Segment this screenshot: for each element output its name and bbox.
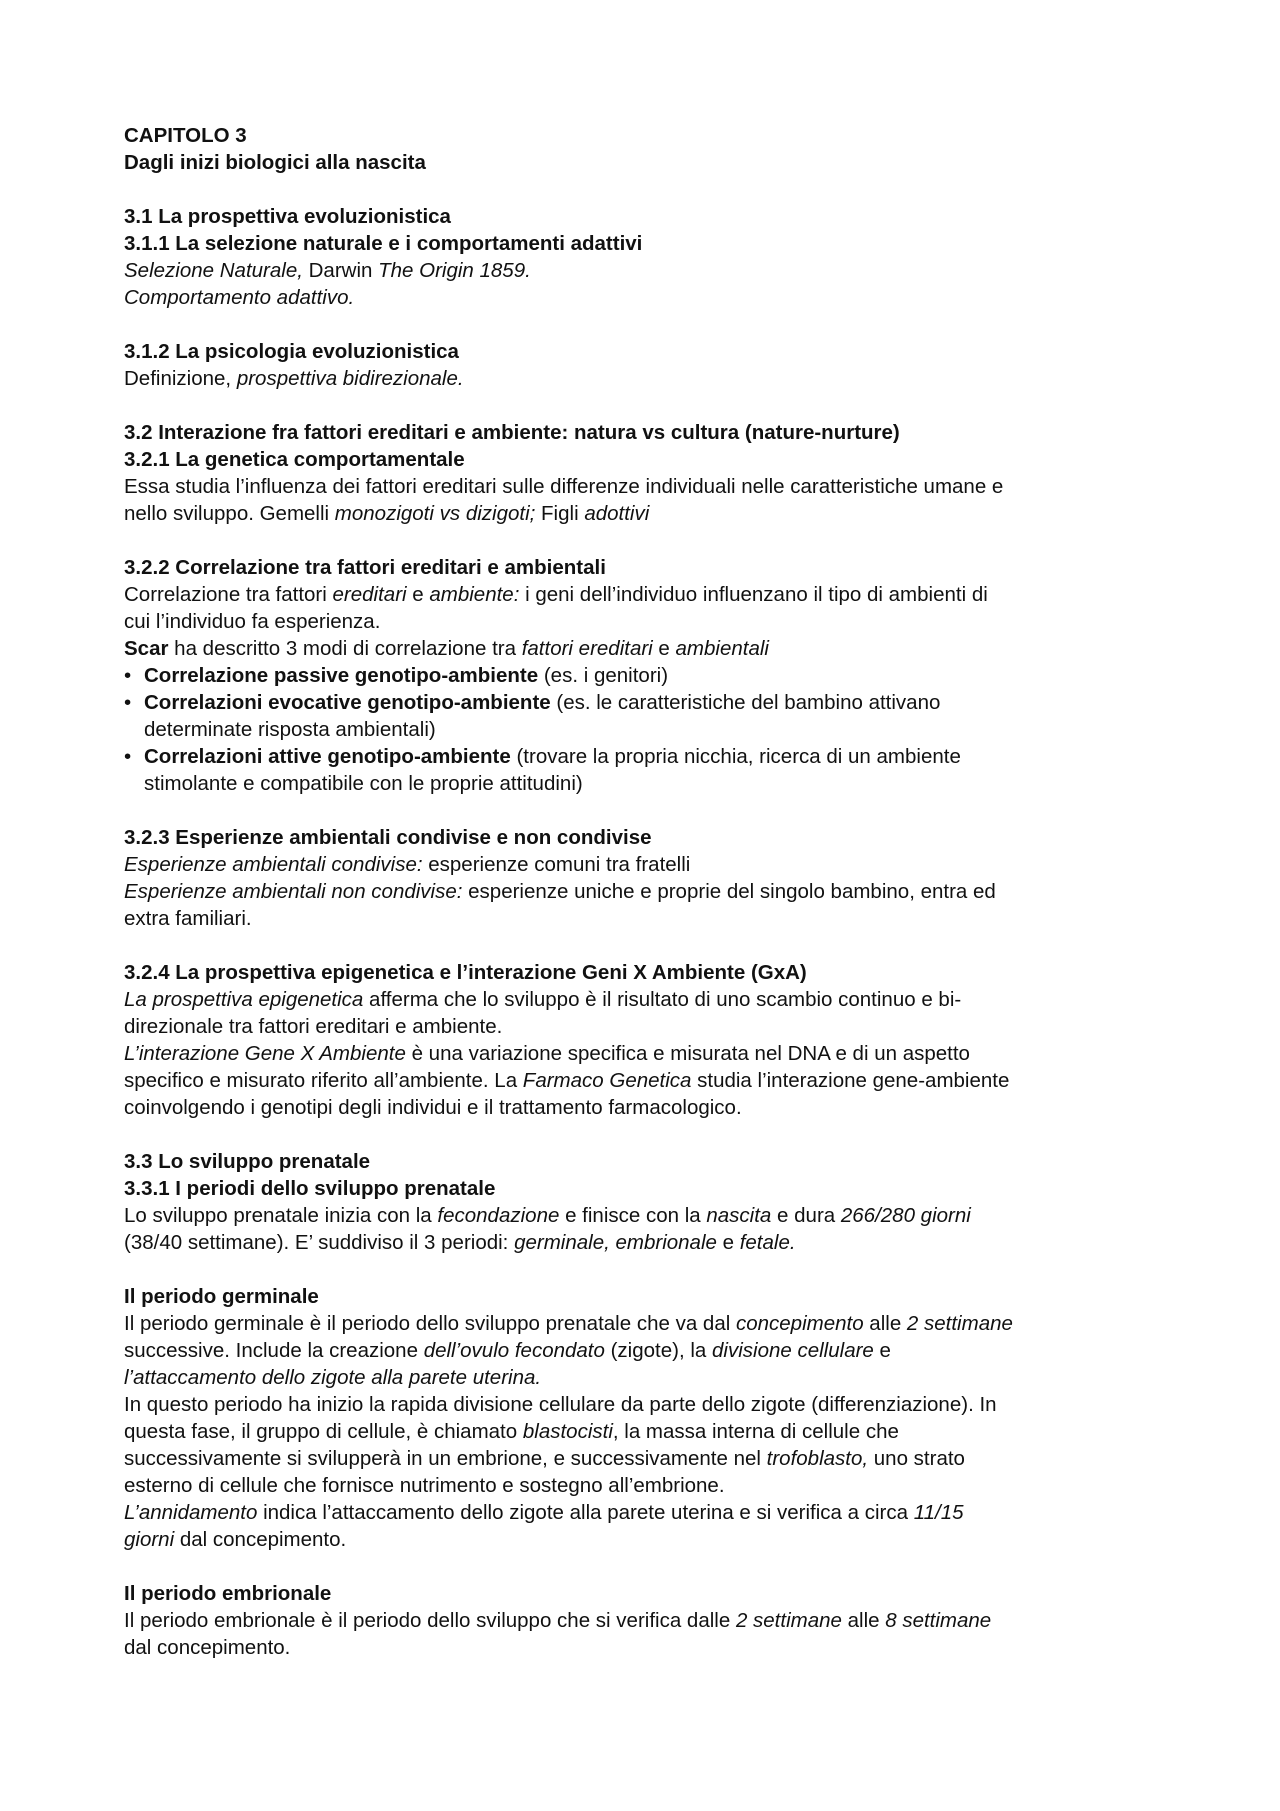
text-run: Darwin <box>302 259 379 282</box>
paragraph-line <box>124 257 1184 284</box>
section-heading-3-3-1: 3.3.1 I periodi dello sviluppo prenatale <box>124 1177 496 1200</box>
paragraph-line: In questo periodo ha inizio la rapida divisione cellulare da parte dello zigote (differenziazione). In <box>124 1393 997 1416</box>
text-run: Lo sviluppo prenatale inizia con la <box>124 1204 438 1227</box>
text-run: Il periodo germinale è il periodo dello sviluppo prenatale che va dal <box>124 1312 736 1335</box>
bullet-icon: • <box>124 745 132 768</box>
paragraph-line <box>124 1229 1184 1256</box>
text-run: L’annidamento <box>124 1501 258 1524</box>
paragraph-line <box>124 635 1184 662</box>
text-run: indica l’attaccamento dello zigote alla parete uterina e si verifica a circa <box>257 1501 914 1524</box>
list-item <box>124 689 1184 716</box>
text-run: Esperienze ambientali condivise: <box>124 853 423 876</box>
paragraph-line: l’attaccamento dello zigote alla parete uterina. <box>124 1366 542 1389</box>
text-run: alle <box>841 1609 886 1632</box>
section-heading-embrionale: Il periodo embrionale <box>124 1582 332 1605</box>
paragraph-line <box>124 1499 1184 1526</box>
text-run: Correlazione passive genotipo-ambiente <box>144 664 539 687</box>
text-run: esperienze comuni tra fratelli <box>422 853 691 876</box>
text-run: Farmaco Genetica <box>522 1069 692 1092</box>
paragraph-line <box>124 851 1184 878</box>
paragraph-line <box>124 1310 1184 1337</box>
text-run: e <box>652 637 676 660</box>
text-run: monozigoti vs dizigoti; <box>334 502 536 525</box>
list-item-continuation: determinate risposta ambientali) <box>144 718 436 741</box>
paragraph-line <box>124 365 1184 392</box>
text-run: 11/15 <box>913 1501 964 1524</box>
paragraph-line: Comportamento adattivo. <box>124 286 355 309</box>
paragraph-line <box>124 1202 1184 1229</box>
list-item <box>124 743 1184 770</box>
text-run: fecondazione <box>437 1204 560 1227</box>
text-run: 8 settimane <box>885 1609 992 1632</box>
text-run: afferma che lo sviluppo è il risultato di uno scambio continuo e bi- <box>363 988 962 1011</box>
text-run: nascita <box>706 1204 772 1227</box>
text-run: e dura <box>771 1204 841 1227</box>
text-run: La prospettiva epigenetica <box>124 988 364 1011</box>
paragraph-line <box>124 500 1184 527</box>
text-run: dal concepimento. <box>174 1528 347 1551</box>
text-run: successivamente si svilupperà in un embrione, e successivamente nel <box>124 1447 767 1470</box>
paragraph-line <box>124 1445 1184 1472</box>
paragraph-line <box>124 878 1184 905</box>
text-run: (zigote), la <box>604 1339 713 1362</box>
text-run: trofoblasto, <box>766 1447 869 1470</box>
chapter-title: Dagli inizi biologici alla nascita <box>124 151 426 174</box>
section-heading-3-2-1: 3.2.1 La genetica comportamentale <box>124 448 465 471</box>
text-run: prospettiva bidirezionale. <box>236 367 464 390</box>
text-run: adottivi <box>584 502 650 525</box>
paragraph-line: cui l’individuo fa esperienza. <box>124 610 381 633</box>
paragraph-line: coinvolgendo i genotipi degli individui e il trattamento farmacologico. <box>124 1096 742 1119</box>
text-run: (38/40 settimane). E’ suddiviso il 3 periodi: <box>124 1231 515 1254</box>
paragraph-line: dal concepimento. <box>124 1636 291 1659</box>
paragraph-line <box>124 1607 1184 1634</box>
bullet-icon: • <box>124 664 132 687</box>
text-run: divisione cellulare <box>712 1339 874 1362</box>
text-run: dell’ovulo fecondato <box>423 1339 605 1362</box>
text-run: giorni <box>124 1528 175 1551</box>
text-run: e <box>406 583 430 606</box>
text-run: e <box>873 1339 891 1362</box>
list-item-continuation: stimolante e compatibile con le proprie attitudini) <box>144 772 583 795</box>
text-run: studia l’interazione gene-ambiente <box>691 1069 1010 1092</box>
document-page <box>124 122 1184 1661</box>
text-run: ambientali <box>675 637 769 660</box>
text-run: ereditari <box>332 583 407 606</box>
section-heading-3-2-2: 3.2.2 Correlazione tra fattori ereditari e ambientali <box>124 556 606 579</box>
paragraph-line <box>124 581 1184 608</box>
text-run: Figli <box>535 502 585 525</box>
text-run: (es. i genitori) <box>538 664 669 687</box>
text-run: nello sviluppo. Gemelli <box>124 502 335 525</box>
text-run: blastocisti <box>522 1420 613 1443</box>
section-heading-3-1-2: 3.1.2 La psicologia evoluzionistica <box>124 340 459 363</box>
text-run: germinale, embrionale <box>514 1231 717 1254</box>
paragraph-line <box>124 1040 1184 1067</box>
bullet-icon: • <box>124 691 132 714</box>
section-heading-3-3: 3.3 Lo sviluppo prenatale <box>124 1150 371 1173</box>
list-item <box>124 662 1184 689</box>
section-heading-3-2: 3.2 Interazione fra fattori ereditari e ambiente: natura vs cultura (nature-nurture) <box>124 421 900 444</box>
paragraph-line: extra familiari. <box>124 907 252 930</box>
paragraph-line: Essa studia l’influenza dei fattori ereditari sulle differenze individuali nelle caratteristiche umane e <box>124 475 1004 498</box>
section-heading-3-1-1: 3.1.1 La selezione naturale e i comportamenti adattivi <box>124 232 643 255</box>
text-run: fetale. <box>739 1231 796 1254</box>
text-run: Correlazioni attive genotipo-ambiente <box>144 745 511 768</box>
paragraph-line <box>124 1337 1184 1364</box>
paragraph-line <box>124 1526 1184 1553</box>
section-heading-germinale: Il periodo germinale <box>124 1285 319 1308</box>
section-heading-3-1: 3.1 La prospettiva evoluzionistica <box>124 205 451 228</box>
paragraph-line <box>124 1418 1184 1445</box>
text-run: Selezione Naturale, <box>124 259 303 282</box>
text-run: Esperienze ambientali non condivise: <box>124 880 463 903</box>
text-run: 2 settimane <box>735 1609 842 1632</box>
text-run: Definizione, <box>124 367 237 390</box>
text-run: i geni dell’individuo influenzano il tipo di ambienti di <box>519 583 988 606</box>
text-run: e finisce con la <box>559 1204 707 1227</box>
text-run: (trovare la propria nicchia, ricerca di un ambiente <box>510 745 961 768</box>
text-run: specifico e misurato riferito all’ambiente. La <box>124 1069 523 1092</box>
paragraph-line <box>124 1067 1184 1094</box>
text-run: The Origin 1859. <box>378 259 531 282</box>
text-run: esperienze uniche e proprie del singolo bambino, entra ed <box>462 880 996 903</box>
text-run: 2 settimane <box>906 1312 1013 1335</box>
text-run: è una variazione specifica e misurata nel DNA e di un aspetto <box>405 1042 970 1065</box>
text-run: questa fase, il gruppo di cellule, è chiamato <box>124 1420 523 1443</box>
text-run: ha descritto 3 modi di correlazione tra <box>168 637 522 660</box>
paragraph-line: direzionale tra fattori ereditari e ambiente. <box>124 1015 503 1038</box>
text-run: fattori ereditari <box>521 637 653 660</box>
text-run: ambiente: <box>429 583 520 606</box>
text-run: Correlazione tra fattori <box>124 583 333 606</box>
text-run: alle <box>863 1312 907 1335</box>
text-run: Scar <box>124 637 169 660</box>
text-run: uno strato <box>868 1447 965 1470</box>
chapter-label: CAPITOLO 3 <box>124 124 247 147</box>
text-run: 266/280 giorni <box>840 1204 971 1227</box>
text-run: Correlazioni evocative genotipo-ambiente <box>144 691 551 714</box>
section-heading-3-2-3: 3.2.3 Esperienze ambientali condivise e non condivise <box>124 826 652 849</box>
paragraph-line: esterno di cellule che fornisce nutrimento e sostegno all’embrione. <box>124 1474 725 1497</box>
paragraph-line <box>124 986 1184 1013</box>
text-run: (es. le caratteristiche del bambino attivano <box>550 691 941 714</box>
section-heading-3-2-4: 3.2.4 La prospettiva epigenetica e l’interazione Geni X Ambiente (GxA) <box>124 961 807 984</box>
text-run: e <box>716 1231 740 1254</box>
text-run: successive. Include la creazione <box>124 1339 424 1362</box>
text-run: L’interazione Gene X Ambiente <box>124 1042 406 1065</box>
text-run: concepimento <box>735 1312 864 1335</box>
text-run: , la massa interna di cellule che <box>612 1420 899 1443</box>
text-run: Il periodo embrionale è il periodo dello sviluppo che si verifica dalle <box>124 1609 736 1632</box>
